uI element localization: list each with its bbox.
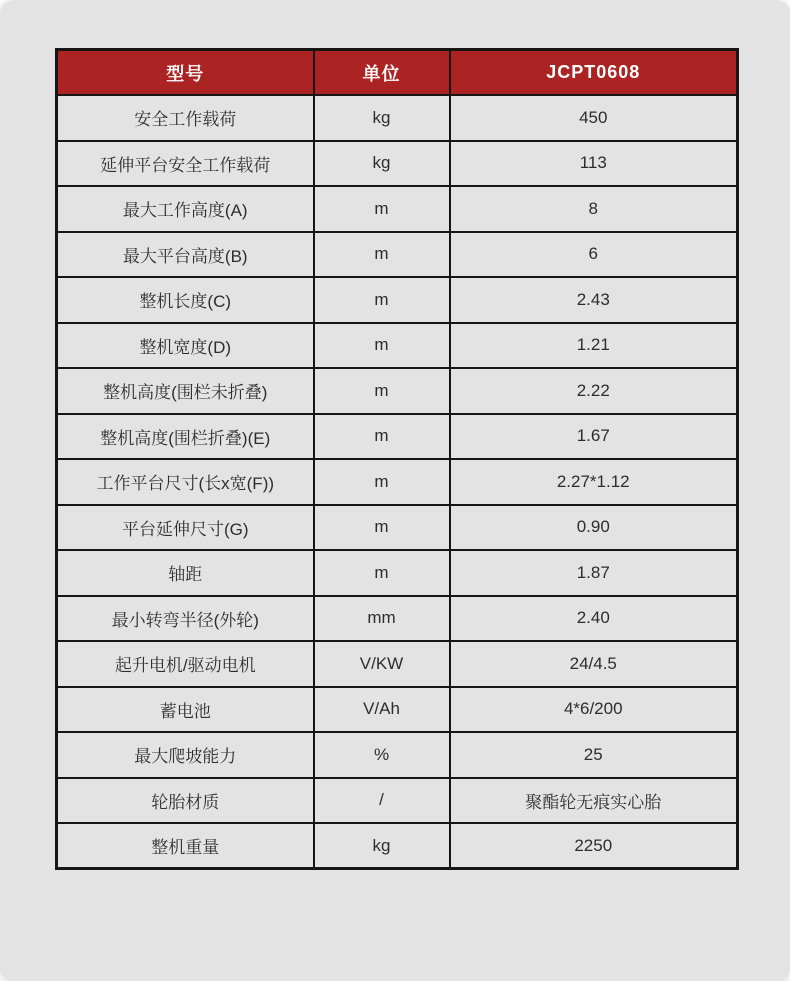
spec-unit-cell: m <box>314 277 450 323</box>
spec-value-cell: 450 <box>450 95 738 141</box>
spec-name-cell: 整机高度(围栏折叠)(E) <box>57 414 314 460</box>
spec-value-cell: 8 <box>450 186 738 232</box>
spec-name-cell: 整机高度(围栏未折叠) <box>57 368 314 414</box>
spec-table-header <box>57 50 738 96</box>
spec-name-cell: 安全工作载荷 <box>57 95 314 141</box>
spec-name-cell: 整机长度(C) <box>57 277 314 323</box>
table-row <box>57 687 738 733</box>
spec-name-cell: 最大工作高度(A) <box>57 186 314 232</box>
spec-unit-cell: kg <box>314 141 450 187</box>
spec-unit-cell: kg <box>314 95 450 141</box>
table-row <box>57 778 738 824</box>
spec-name-cell: 轮胎材质 <box>57 778 314 824</box>
spec-unit-cell: kg <box>314 823 450 869</box>
table-row <box>57 550 738 596</box>
spec-name-cell: 延伸平台安全工作载荷 <box>57 141 314 187</box>
spec-value-cell: 113 <box>450 141 738 187</box>
table-row <box>57 641 738 687</box>
spec-unit-cell: m <box>314 232 450 278</box>
table-row <box>57 95 738 141</box>
table-row <box>57 732 738 778</box>
spec-value-cell: 25 <box>450 732 738 778</box>
table-row <box>57 232 738 278</box>
header-cell-model: 型号 <box>57 50 314 96</box>
spec-value-cell: 0.90 <box>450 505 738 551</box>
spec-unit-cell: / <box>314 778 450 824</box>
spec-name-cell: 最大平台高度(B) <box>57 232 314 278</box>
spec-unit-cell: m <box>314 459 450 505</box>
table-row <box>57 277 738 323</box>
table-row <box>57 459 738 505</box>
table-row <box>57 368 738 414</box>
header-row <box>57 50 738 96</box>
spec-unit-cell: m <box>314 550 450 596</box>
table-row <box>57 323 738 369</box>
spec-value-cell: 2.43 <box>450 277 738 323</box>
table-row <box>57 186 738 232</box>
spec-unit-cell: m <box>314 323 450 369</box>
spec-value-cell: 聚酯轮无痕实心胎 <box>450 778 738 824</box>
spec-value-cell: 2.40 <box>450 596 738 642</box>
spec-name-cell: 最小转弯半径(外轮) <box>57 596 314 642</box>
table-row <box>57 414 738 460</box>
spec-unit-cell: % <box>314 732 450 778</box>
spec-name-cell: 工作平台尺寸(长x宽(F)) <box>57 459 314 505</box>
spec-unit-cell: m <box>314 186 450 232</box>
spec-name-cell: 整机重量 <box>57 823 314 869</box>
spec-unit-cell: mm <box>314 596 450 642</box>
spec-value-cell: 4*6/200 <box>450 687 738 733</box>
spec-name-cell: 平台延伸尺寸(G) <box>57 505 314 551</box>
spec-table-body <box>57 95 738 869</box>
table-row <box>57 823 738 869</box>
spec-name-cell: 轴距 <box>57 550 314 596</box>
header-cell-unit: 单位 <box>314 50 450 96</box>
spec-unit-cell: m <box>314 505 450 551</box>
spec-unit-cell: m <box>314 368 450 414</box>
spec-value-cell: 2.22 <box>450 368 738 414</box>
table-row <box>57 141 738 187</box>
spec-value-cell: 24/4.5 <box>450 641 738 687</box>
spec-unit-cell: V/Ah <box>314 687 450 733</box>
spec-name-cell: 蓄电池 <box>57 687 314 733</box>
spec-unit-cell: m <box>314 414 450 460</box>
spec-value-cell: 1.67 <box>450 414 738 460</box>
spec-unit-cell: V/KW <box>314 641 450 687</box>
spec-name-cell: 最大爬坡能力 <box>57 732 314 778</box>
table-row <box>57 596 738 642</box>
spec-value-cell: 2250 <box>450 823 738 869</box>
spec-name-cell: 整机宽度(D) <box>57 323 314 369</box>
spec-value-cell: 2.27*1.12 <box>450 459 738 505</box>
header-cell-model-number: JCPT0608 <box>450 50 738 96</box>
spec-value-cell: 1.87 <box>450 550 738 596</box>
spec-name-cell: 起升电机/驱动电机 <box>57 641 314 687</box>
spec-value-cell: 6 <box>450 232 738 278</box>
spec-table <box>55 48 739 870</box>
table-row <box>57 505 738 551</box>
spec-value-cell: 1.21 <box>450 323 738 369</box>
